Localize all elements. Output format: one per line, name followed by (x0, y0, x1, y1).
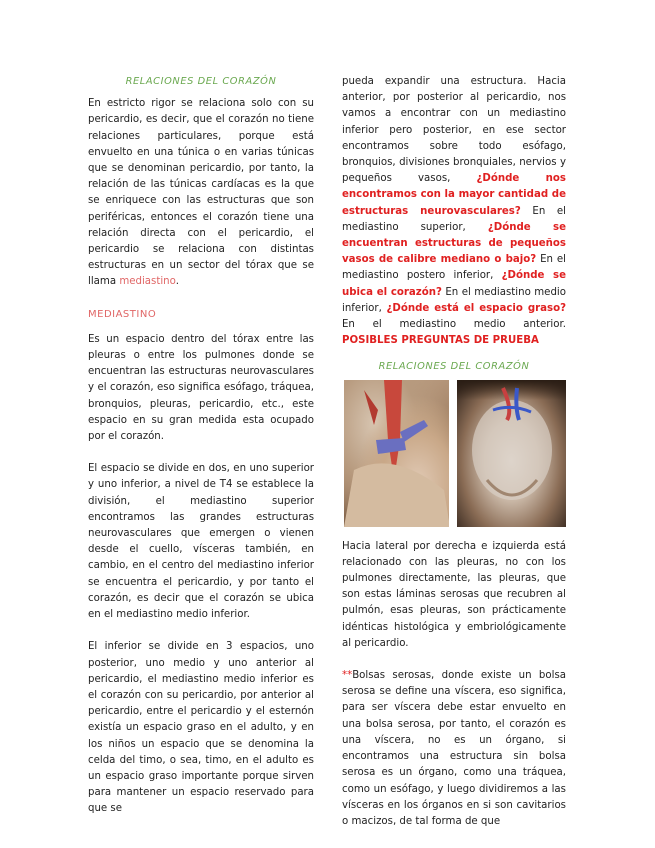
paragraph (342, 668, 566, 830)
note-mark: ** (342, 670, 353, 682)
exam-note: POSIBLES PREGUNTAS DE PRUEBA (342, 335, 539, 347)
section-heading: RELACIONES DEL CORAZÓN (378, 361, 530, 373)
thorax-dissection-photo (457, 380, 566, 527)
question: ¿Dónde se ubica el corazón? (342, 270, 567, 298)
paragraph (88, 96, 314, 290)
paragraph: Es un espacio dentro del tórax entre las pleuras o entre los pulmones donde se encuentran las estructuras neurovasculares y el corazón, eso significa esófago, tráquea, bronquios, pleuras, pericardio, etc., este espacio en su gran medida esta ocupado por el corazón. (88, 333, 314, 443)
left-column (88, 74, 314, 834)
section-heading: RELACIONES DEL CORAZÓN (125, 76, 277, 87)
paragraph: Hacia lateral por derecha e izquierda está relacionado con las pleuras, no con los pulmones directamente, las pleuras, que son estas láminas serosas que recubren al pulmón, esas pleuras, son prácticamente idénticas histológica y embriológicamente al pericardio. (342, 540, 566, 649)
paragraph-text: Bolsas serosas, donde existe un bolsa serosa se define una víscera, eso significa, para ser víscera debe estar envuelto en una bolsa serosa, por tanto, el corazón es una víscera, no es un órgano, si encontramos una estructura sin bolsa serosa es un órgano, como una tráquea, como un esófago, y luego dividiremos a las vísceras en los órganos en si son cavitarios o macizos, de tal forma de que (342, 670, 566, 827)
question: ¿Dónde se encuentran estructuras de pequeños vasos de calibre mediano o bajo? (342, 221, 566, 266)
subsection-heading: MEDIASTINO (88, 308, 157, 320)
mediastinum-dissection-photo (344, 380, 449, 527)
paragraph-text: En el mediastino superior, (342, 205, 567, 233)
paragraph-text: En estricto rigor se relaciona solo con su pericardio, es decir, que el corazón no tiene relaciones particulares, porque está envuelto en una túnica o en varias túnicas que se denominan pericardio, por tanto, la relación de las túnicas cardíacas es la que se enriquece con las estructuras que son periféricas, entonces el corazón tiene una relación directa con el pericardio, el pericardio se relaciona con distintas estructuras en un sector del tórax que se llama (88, 98, 314, 288)
paragraph: El inferior se divide en 3 espacios, uno posterior, uno medio y uno anterior al pericardio, el mediastino medio inferior es el corazón con su pericardio, por anterior al pericardio, entre el pericardio y el esternón existía un espacio graso en el adulto, y en los niños un espacio que se denomina la celda del timo, o sea, timo, en el adulto es un espacio graso importante porque sirven para mantener un espacio reservado para que se (88, 641, 314, 815)
highlight-term: mediastino (119, 276, 176, 288)
question: ¿Dónde está el espacio graso? (386, 302, 566, 314)
paragraph (342, 74, 566, 349)
paragraph-end: . (175, 276, 179, 288)
paragraph: El espacio se divide en dos, en uno superior y uno inferior, a nivel de T4 se establece la división, el mediastino superior encontramos las grandes estructuras neurovasculares que emergen o vienen desde el cuello, vísceras también, en cambio, en el centro del mediastino inferior se encuentra el pericardio, y por tanto el corazón, es decir que el corazón se ubica en el mediastino medio inferior. (88, 463, 314, 621)
anatomy-images (344, 380, 566, 527)
paragraph-text: En el mediastino postero inferior, (342, 254, 567, 282)
paragraph-text: En el mediastino medio anterior. (342, 319, 566, 331)
paragraph-text: pueda expandir una estructura. Hacia anterior, por posterior al pericardio, nos vamos a encontrar con un mediastino inferior pero posterior, en ese sector encontramos sobre todo esófago, bronquios, divisiones bronquiales, nervios y pequeños vasos, (342, 76, 566, 185)
paragraph-text: En el mediastino medio inferior, (342, 286, 566, 314)
right-column (342, 74, 566, 846)
question: ¿Dónde nos encontramos con la mayor cantidad de estructuras neurovasculares? (342, 173, 566, 217)
